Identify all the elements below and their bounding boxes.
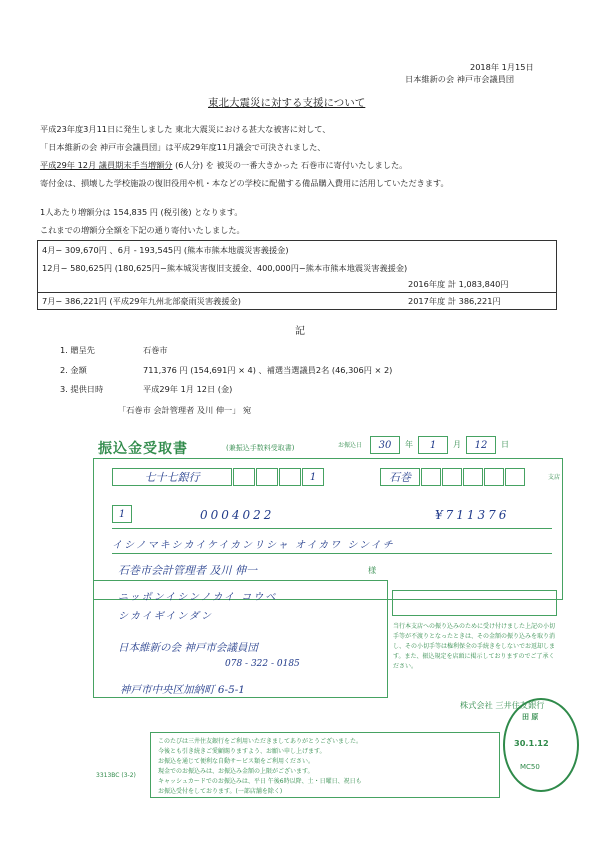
- donation-row-4: 7月− 386,221円 (平成29年九州北部豪雨災害義援金): [42, 296, 241, 306]
- donation-row-1: 4月− 309,670円 、6月 - 193,545円 (熊本市熊本地震災害義援金): [42, 245, 289, 255]
- transfer-amount: ¥711376: [435, 508, 510, 522]
- item-1-label: 1. 贈呈先: [60, 345, 95, 355]
- date-day-unit: 日: [501, 440, 509, 449]
- recipient-name: 石巻市会計管理者 及川 伸一: [118, 564, 257, 577]
- notice-line-5: キャッシュカードでのお振込みは、平日 午後6時以降、土・日曜日、祝日も: [158, 778, 362, 785]
- branch-blank-1: [421, 468, 441, 486]
- bank-company-name: 株式会社 三井住友銀行: [460, 700, 545, 710]
- document-title: 東北大震災に対する支援について: [208, 97, 366, 109]
- ki-heading: 記: [295, 326, 305, 337]
- body-line-3-rest: (6人分) を 被災の一番大きかった 石巻市に寄付いたしました。: [175, 160, 408, 170]
- payer-kana-2: シカイギインダン: [118, 611, 213, 622]
- notice-line-3: お振込を通じて便利な自動サービス類をご利用ください。: [158, 758, 315, 765]
- slip-divider-2: [112, 553, 552, 554]
- item-1-value: 石巻市: [143, 345, 168, 355]
- body-line-4: 寄付金は、損壊した学校施設の復旧役用や机・本などの学校に配備する備品購入費用に活用していただきます。: [40, 178, 449, 188]
- notice-line-1: このたびは三井住友銀行をご利用いただきましてありがとうございました。: [158, 738, 363, 745]
- recipient-kana: イシノマキシカイケイカンリシャ オイカワ シンイチ: [112, 540, 395, 551]
- account-type-cell: [112, 505, 133, 523]
- payer-name: 日本維新の会 神戸市会議員団: [118, 642, 258, 654]
- account-number: 0004022: [200, 508, 275, 522]
- date-year-unit: 年: [405, 440, 413, 449]
- notice-line-4: 現金でのお振込みは、お振込み金額の上限がございます。: [158, 768, 314, 775]
- slip-divider-1: [112, 528, 552, 529]
- donations-table: [37, 240, 557, 310]
- branch-blank-2: [442, 468, 462, 486]
- slip-subtitle: (兼振込手数料受取書): [226, 444, 295, 452]
- bank-cells: [112, 468, 325, 486]
- donation-total-2016: 2016年度 計 1,083,840円: [408, 279, 509, 289]
- stamp-date: 30.1.12: [514, 738, 549, 748]
- other-bank-box: [392, 590, 557, 616]
- donation-row-2: 12月− 580,625円 (180,625円−熊本城災害復旧支援金、400,000円−熊本市熊本地震災害義援金): [42, 263, 408, 273]
- item-2-label: 2. 金額: [60, 365, 87, 375]
- bank-blank-1: [233, 468, 255, 486]
- branch-cells: [380, 468, 526, 486]
- table-divider: [38, 292, 556, 293]
- date-day: 12: [466, 436, 496, 454]
- date-cells: [370, 436, 514, 454]
- bank-name: 七十七銀行: [112, 468, 232, 486]
- account-type-value: 1: [112, 505, 132, 523]
- organization-name: 日本維新の会 神戸市会議員団: [405, 74, 515, 84]
- bank-blank-2: [256, 468, 278, 486]
- stamp-top: 田 原: [522, 713, 539, 721]
- branch-suffix: 支店: [548, 474, 561, 481]
- slip-title: 振込金受取書: [98, 441, 188, 457]
- date-year: 30: [370, 436, 400, 454]
- recipient-sama: 様: [368, 565, 377, 575]
- increase-amount-label: 平成29年 12月 議員期末手当増額分: [40, 160, 173, 170]
- bank-blank-3: [279, 468, 301, 486]
- branch-blank-5: [505, 468, 525, 486]
- payer-phone: 078 - 322 - 0185: [225, 659, 300, 669]
- date-label: お振込日: [338, 442, 363, 449]
- body-line-6: これまでの増額分全額を下記の通り寄付いたしました。: [40, 225, 245, 235]
- item-3-value: 平成29年 1月 12日 (金): [143, 384, 233, 394]
- body-line-2: 「日本維新の会 神戸市会議員団」は平成29年度11月議会で可決されました、: [40, 142, 326, 152]
- item-2-value: 711,376 円 (154,691円 × 4) 、補選当選議員2名 (46,306円 × 2): [143, 365, 393, 375]
- date-month-unit: 月: [453, 440, 461, 449]
- payer-address: 神戸市中央区加納町 6-5-1: [120, 684, 245, 696]
- document-date: 2018年 1月15日: [470, 62, 534, 72]
- stamp-bottom: MC50: [520, 763, 540, 771]
- payer-kana-1: ニッポンイシンノカイ コウベ: [118, 592, 278, 603]
- date-month: 1: [418, 436, 448, 454]
- branch-blank-3: [463, 468, 483, 486]
- account-type: 1: [302, 468, 324, 486]
- body-line-3: [40, 160, 407, 171]
- branch-blank-4: [484, 468, 504, 486]
- body-line-5: 1人あたり増額分は 154,835 円 (税引後) となります。: [40, 207, 243, 217]
- form-code: 3313BC (3-2): [96, 772, 136, 779]
- branch-name: 石巻: [380, 468, 420, 486]
- notice-line-6: お振込受付をしております。(一部店舗を除く): [158, 788, 283, 795]
- notice-line-2: 今後とも引き続きご愛顧賜りますよう、お願い申し上げます。: [158, 748, 326, 755]
- body-line-1: 平成23年度3月11日に発生しました 東北大震災における甚大な被害に対して、: [40, 124, 331, 134]
- donation-total-2017: 2017年度 計 386,221円: [408, 296, 501, 306]
- right-notice: 当行本支店への振り込みのために受け付けました上記の小切手等が不渡りとなったときは、その金額の振り込みを取り消し、その小切手等は権利保全の手続きをしないでお返却します。また、振込規定を店頭に掲示しておりますのでご了承ください。: [393, 623, 556, 670]
- item-3-label: 3. 提供日時: [60, 384, 104, 394]
- recipient-line: 「石巻市 会計管理者 及川 伸一」 宛: [118, 405, 252, 415]
